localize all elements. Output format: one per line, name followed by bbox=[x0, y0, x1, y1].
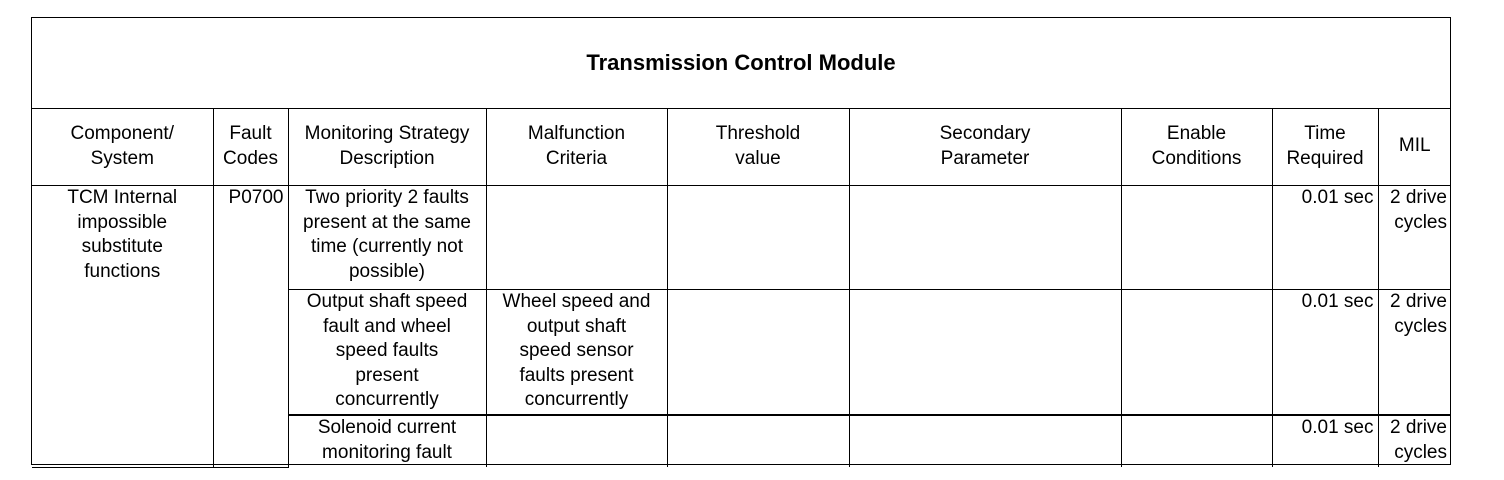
header-fault-codes: Fault Codes bbox=[213, 108, 288, 186]
fault-code-cell: P0700 bbox=[213, 186, 288, 468]
malfunction-cell: Wheel speed and output shaft speed sensor faults present concurrently bbox=[486, 290, 667, 416]
threshold-cell bbox=[667, 415, 849, 467]
header-component-system: Component/ System bbox=[32, 108, 213, 186]
header-monitoring-strategy: Monitoring Strategy Description bbox=[288, 108, 486, 186]
enable-cell bbox=[1121, 186, 1272, 290]
secondary-cell bbox=[849, 415, 1121, 467]
fault-table bbox=[32, 108, 1451, 468]
mil-cell: 2 drive cycles bbox=[1378, 415, 1451, 467]
header-time-required: Time Required bbox=[1272, 108, 1378, 186]
threshold-cell bbox=[667, 186, 849, 290]
enable-cell bbox=[1121, 290, 1272, 416]
time-cell: 0.01 sec bbox=[1272, 290, 1378, 416]
time-cell: 0.01 sec bbox=[1272, 186, 1378, 290]
header-malfunction-criteria: Malfunction Criteria bbox=[486, 108, 667, 186]
time-cell: 0.01 sec bbox=[1272, 415, 1378, 467]
header-threshold-value: Threshold value bbox=[667, 108, 849, 186]
secondary-cell bbox=[849, 290, 1121, 416]
header-row bbox=[32, 108, 1451, 186]
component-cell: TCM Internal impossible substitute functions bbox=[32, 186, 213, 468]
malfunction-cell bbox=[486, 415, 667, 467]
table-title: Transmission Control Module bbox=[32, 18, 1450, 109]
header-secondary-parameter: Secondary Parameter bbox=[849, 108, 1121, 186]
tcm-table-frame bbox=[31, 17, 1451, 465]
enable-cell bbox=[1121, 415, 1272, 467]
header-mil: MIL bbox=[1378, 108, 1451, 186]
table-row bbox=[32, 186, 1451, 290]
monitoring-cell: Two priority 2 faults present at the same time (currently not possible) bbox=[288, 186, 486, 290]
monitoring-cell: Solenoid current monitoring fault bbox=[288, 415, 486, 467]
threshold-cell bbox=[667, 290, 849, 416]
malfunction-cell bbox=[486, 186, 667, 290]
monitoring-cell: Output shaft speed fault and wheel speed faults present concurrently bbox=[288, 290, 486, 416]
secondary-cell bbox=[849, 186, 1121, 290]
header-enable-conditions: Enable Conditions bbox=[1121, 108, 1272, 186]
mil-cell: 2 drive cycles bbox=[1378, 186, 1451, 290]
mil-cell: 2 drive cycles bbox=[1378, 290, 1451, 416]
